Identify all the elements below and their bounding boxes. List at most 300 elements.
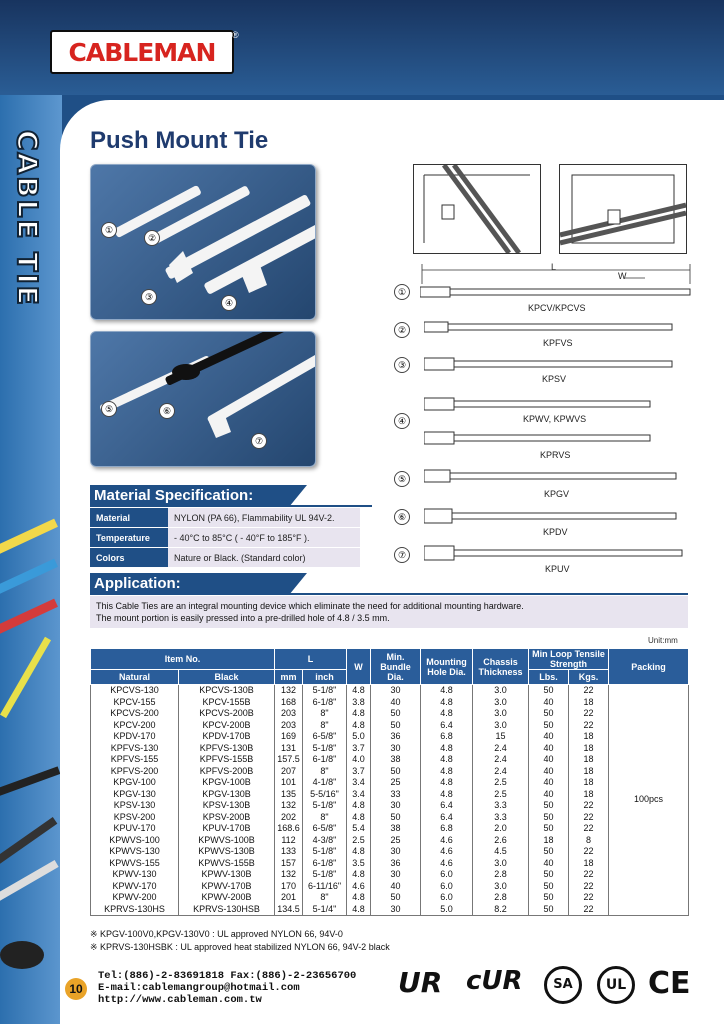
- spec-value: - 40°C to 85°C ( - 40°F to 185°F ).: [168, 528, 360, 548]
- table-cell: 5-1/8": [303, 743, 347, 755]
- table-cell: 22: [569, 720, 609, 732]
- photo-callout-5: ⑤: [101, 401, 117, 417]
- installation-diagram-1: [413, 164, 541, 254]
- brand-name: CABLEMAN: [68, 37, 216, 67]
- table-cell: 169: [275, 731, 303, 743]
- table-cell: 3.4: [347, 789, 371, 801]
- spec-row-material: [90, 508, 360, 528]
- table-cell: 22: [569, 892, 609, 904]
- table-cell: 4.8: [421, 789, 473, 801]
- tie-number-3: ③: [394, 357, 410, 373]
- table-cell: 170: [275, 881, 303, 893]
- table-cell: 157.5: [275, 754, 303, 766]
- spec-key: Material: [90, 508, 168, 528]
- tie-name-6: KPDV: [543, 527, 568, 537]
- product-table-body: [91, 685, 689, 916]
- table-cell: 22: [569, 869, 609, 881]
- table-cell: 6-5/8": [303, 823, 347, 835]
- table-cell: 3.0: [473, 685, 529, 697]
- photo-callout-7: ⑦: [251, 433, 267, 449]
- table-cell: 30: [371, 869, 421, 881]
- table-cell: KPGV-100: [91, 777, 179, 789]
- packing-cell: 100pcs: [609, 685, 689, 916]
- table-cell: 18: [529, 835, 569, 847]
- table-cell: KPUV-170B: [179, 823, 275, 835]
- table-cell: 4.8: [347, 800, 371, 812]
- table-cell: KPCV-155B: [179, 697, 275, 709]
- table-cell: KPSV-200B: [179, 812, 275, 824]
- brand-logo: [50, 30, 234, 74]
- tie-name-5: KPGV: [544, 489, 570, 499]
- table-cell: 38: [371, 754, 421, 766]
- table-cell: 4.6: [421, 846, 473, 858]
- table-cell: 4.8: [347, 685, 371, 697]
- table-cell: 4.6: [347, 881, 371, 893]
- tie-outline-4a: [424, 396, 674, 412]
- table-header-row-1: [91, 649, 689, 670]
- table-cell: 3.0: [473, 858, 529, 870]
- table-cell: KPCV-200B: [179, 720, 275, 732]
- table-cell: 8": [303, 892, 347, 904]
- table-cell: 22: [569, 846, 609, 858]
- table-cell: 134.5: [275, 904, 303, 916]
- tie-name-2: KPFVS: [543, 338, 573, 348]
- product-photo-1: [90, 164, 316, 320]
- tie-number-5: ⑤: [394, 471, 410, 487]
- table-cell: 8": [303, 708, 347, 720]
- table-cell: 50: [529, 812, 569, 824]
- table-cell: 168.6: [275, 823, 303, 835]
- table-cell: 4.8: [347, 846, 371, 858]
- material-spec-heading: Material Specification:: [90, 485, 289, 507]
- ur-mark-icon: UR: [398, 966, 443, 999]
- table-cell: 50: [371, 766, 421, 778]
- table-cell: 30: [371, 846, 421, 858]
- tie-number-7: ⑦: [394, 547, 410, 563]
- tie-outline-6: [424, 508, 679, 524]
- table-cell: 2.8: [473, 869, 529, 881]
- table-cell: KPFVS-200B: [179, 766, 275, 778]
- table-cell: 18: [569, 743, 609, 755]
- contact-tel-fax: Tel:(886)-2-83691818 Fax:(886)-2-23656700: [98, 970, 357, 982]
- table-cell: 50: [371, 720, 421, 732]
- table-cell: 40: [371, 697, 421, 709]
- table-cell: 133: [275, 846, 303, 858]
- table-cell: 3.5: [347, 858, 371, 870]
- table-cell: 50: [529, 685, 569, 697]
- col-item-no: Item No.: [91, 649, 275, 670]
- table-cell: KPWVS-100B: [179, 835, 275, 847]
- table-cell: 40: [529, 697, 569, 709]
- table-cell: 50: [529, 823, 569, 835]
- table-cell: KPWVS-130: [91, 846, 179, 858]
- table-cell: KPUV-170: [91, 823, 179, 835]
- table-cell: 22: [569, 708, 609, 720]
- table-cell: 5-1/8": [303, 846, 347, 858]
- table-cell: 6-1/8": [303, 697, 347, 709]
- spec-key: Colors: [90, 548, 168, 568]
- table-cell: KPWVS-130B: [179, 846, 275, 858]
- table-cell: 5-1/8": [303, 869, 347, 881]
- table-cell: 2.8: [473, 892, 529, 904]
- table-cell: 3.0: [473, 720, 529, 732]
- table-cell: 132: [275, 685, 303, 697]
- table-cell: 131: [275, 743, 303, 755]
- table-cell: 50: [529, 720, 569, 732]
- unit-label: Unit:mm: [648, 636, 678, 645]
- table-cell: 50: [371, 812, 421, 824]
- table-cell: 36: [371, 858, 421, 870]
- table-cell: 40: [529, 754, 569, 766]
- footnote-2: ※ KPRVS-130HSBK : UL approved heat stabilized NYLON 66, 94V-2 black: [90, 942, 390, 952]
- table-row: [91, 881, 689, 893]
- dimension-L-label: L: [551, 262, 557, 272]
- table-cell: 50: [529, 846, 569, 858]
- table-cell: 4.6: [421, 858, 473, 870]
- table-cell: KPRVS-130HSB: [179, 904, 275, 916]
- table-cell: 50: [529, 708, 569, 720]
- table-cell: 4.8: [421, 708, 473, 720]
- table-cell: 202: [275, 812, 303, 824]
- table-cell: KPWVS-100: [91, 835, 179, 847]
- table-cell: 6.8: [421, 823, 473, 835]
- table-cell: 2.5: [347, 835, 371, 847]
- col-packing: Packing: [609, 649, 689, 685]
- application-heading: Application:: [90, 573, 289, 595]
- table-cell: 3.0: [473, 708, 529, 720]
- table-cell: 101: [275, 777, 303, 789]
- table-row: [91, 708, 689, 720]
- table-cell: KPGV-100B: [179, 777, 275, 789]
- table-cell: 22: [569, 800, 609, 812]
- table-cell: KPFVS-130B: [179, 743, 275, 755]
- table-cell: 4.8: [421, 685, 473, 697]
- table-cell: KPDV-170: [91, 731, 179, 743]
- table-cell: 33: [371, 789, 421, 801]
- table-cell: KPFVS-130: [91, 743, 179, 755]
- table-cell: 6.0: [421, 881, 473, 893]
- table-cell: 36: [371, 731, 421, 743]
- tie-name-3: KPSV: [542, 374, 567, 384]
- tie-name-7: KPUV: [545, 564, 570, 574]
- table-cell: 18: [569, 754, 609, 766]
- table-cell: 2.4: [473, 766, 529, 778]
- table-cell: 132: [275, 800, 303, 812]
- tie-name-1: KPCV/KPCVS: [528, 303, 586, 313]
- table-cell: 132: [275, 869, 303, 881]
- contact-info: [98, 970, 356, 1006]
- col-min-bundle: Min. Bundle Dia.: [371, 649, 421, 685]
- table-cell: 5-1/8": [303, 800, 347, 812]
- cable-ties-photo-1: [91, 165, 315, 319]
- table-cell: 4.6: [421, 835, 473, 847]
- photo-callout-1: ①: [101, 222, 117, 238]
- material-spec-divider: [90, 505, 372, 507]
- table-cell: 6.0: [421, 869, 473, 881]
- table-cell: 22: [569, 812, 609, 824]
- table-cell: 4.8: [421, 754, 473, 766]
- photo-callout-4: ④: [221, 295, 237, 311]
- cur-mark-icon: cUR: [466, 966, 523, 996]
- table-cell: 207: [275, 766, 303, 778]
- table-cell: 50: [529, 869, 569, 881]
- table-cell: 5-5/16": [303, 789, 347, 801]
- cable-ties-photo-2: [91, 332, 315, 466]
- table-cell: 6-11/16": [303, 881, 347, 893]
- table-cell: 3.4: [347, 777, 371, 789]
- tie-number-6: ⑥: [394, 509, 410, 525]
- table-cell: 203: [275, 720, 303, 732]
- table-cell: 168: [275, 697, 303, 709]
- table-cell: 18: [569, 731, 609, 743]
- table-cell: 6-5/8": [303, 731, 347, 743]
- tie-outline-5: [424, 468, 679, 484]
- table-cell: KPSV-130B: [179, 800, 275, 812]
- table-cell: 6.4: [421, 812, 473, 824]
- table-cell: 22: [569, 904, 609, 916]
- table-cell: 2.5: [473, 777, 529, 789]
- table-cell: 30: [371, 800, 421, 812]
- table-cell: 8": [303, 720, 347, 732]
- col-chassis: Chassis Thickness: [473, 649, 529, 685]
- table-cell: 203: [275, 708, 303, 720]
- table-cell: 3.8: [347, 697, 371, 709]
- table-cell: 4.5: [473, 846, 529, 858]
- table-row: [91, 800, 689, 812]
- table-cell: 4.8: [347, 708, 371, 720]
- table-cell: 3.0: [473, 697, 529, 709]
- spec-row-colors: [90, 548, 360, 568]
- col-inch: inch: [303, 670, 347, 685]
- table-row: [91, 812, 689, 824]
- table-cell: 6-1/8": [303, 754, 347, 766]
- table-cell: 5.0: [347, 731, 371, 743]
- table-cell: 30: [371, 743, 421, 755]
- table-row: [91, 743, 689, 755]
- photo-callout-2: ②: [144, 230, 160, 246]
- table-row: [91, 823, 689, 835]
- table-cell: 30: [371, 904, 421, 916]
- contact-website[interactable]: http://www.cableman.com.tw: [98, 994, 262, 1006]
- table-cell: 25: [371, 777, 421, 789]
- application-line-2: The mount portion is easily pressed into a pre-drilled hole of 4.8 / 3.5 mm.: [96, 613, 390, 623]
- table-cell: 2.5: [473, 789, 529, 801]
- table-cell: 40: [529, 743, 569, 755]
- table-cell: KPFVS-155B: [179, 754, 275, 766]
- table-cell: KPCVS-130B: [179, 685, 275, 697]
- table-cell: 18: [569, 766, 609, 778]
- table-cell: KPCVS-130: [91, 685, 179, 697]
- dimension-W-label: W: [618, 271, 627, 281]
- table-cell: KPCVS-200B: [179, 708, 275, 720]
- table-cell: 2.4: [473, 743, 529, 755]
- table-cell: 40: [529, 858, 569, 870]
- table-row: [91, 697, 689, 709]
- table-cell: 2.0: [473, 823, 529, 835]
- table-cell: KPCVS-200: [91, 708, 179, 720]
- table-row: [91, 858, 689, 870]
- registered-mark: ®: [232, 30, 239, 40]
- col-mounting-hole: Mounting Hole Dia.: [421, 649, 473, 685]
- table-row: [91, 731, 689, 743]
- table-row: [91, 904, 689, 916]
- col-lbs: Lbs.: [529, 670, 569, 685]
- table-cell: 6.4: [421, 800, 473, 812]
- table-cell: 3.0: [473, 881, 529, 893]
- spec-value: NYLON (PA 66), Flammability UL 94V-2.: [168, 508, 360, 528]
- col-kgs: Kgs.: [569, 670, 609, 685]
- table-cell: 25: [371, 835, 421, 847]
- table-cell: 4.8: [421, 743, 473, 755]
- table-cell: 18: [569, 777, 609, 789]
- table-row: [91, 789, 689, 801]
- table-cell: 4.8: [421, 697, 473, 709]
- spec-value: Nature or Black. (Standard color): [168, 548, 360, 568]
- table-cell: KPRVS-130HS: [91, 904, 179, 916]
- footnotes: [90, 928, 390, 954]
- table-cell: 8.2: [473, 904, 529, 916]
- table-cell: 6.4: [421, 720, 473, 732]
- table-cell: 4.8: [347, 904, 371, 916]
- table-cell: KPCV-155: [91, 697, 179, 709]
- table-cell: 4-1/8": [303, 777, 347, 789]
- col-natural: Natural: [91, 670, 179, 685]
- product-photo-2: [90, 331, 316, 467]
- table-cell: KPDV-170B: [179, 731, 275, 743]
- table-cell: 50: [371, 708, 421, 720]
- tie-number-1: ①: [394, 284, 410, 300]
- table-row: [91, 754, 689, 766]
- table-cell: KPSV-200: [91, 812, 179, 824]
- table-cell: 18: [569, 789, 609, 801]
- table-cell: 112: [275, 835, 303, 847]
- application-line-1: This Cable Ties are an integral mounting device which eliminate the need for additional mounting hardware.: [96, 601, 524, 611]
- table-cell: 5.4: [347, 823, 371, 835]
- table-cell: 40: [529, 766, 569, 778]
- table-cell: 3.3: [473, 800, 529, 812]
- table-cell: 5-1/8": [303, 685, 347, 697]
- page-number: 10: [65, 978, 87, 1000]
- table-cell: KPCV-200: [91, 720, 179, 732]
- table-row: [91, 835, 689, 847]
- table-cell: KPWV-130B: [179, 869, 275, 881]
- table-cell: KPWV-170: [91, 881, 179, 893]
- table-cell: KPWV-130: [91, 869, 179, 881]
- dimension-arrows: [420, 264, 692, 284]
- table-cell: 4.8: [347, 869, 371, 881]
- table-cell: 6.0: [421, 892, 473, 904]
- installation-diagram-2: [559, 164, 687, 254]
- table-row: [91, 720, 689, 732]
- col-mm: mm: [275, 670, 303, 685]
- col-min-loop: Min Loop Tensile Strength: [529, 649, 609, 670]
- table-cell: KPWV-200: [91, 892, 179, 904]
- table-row: [91, 869, 689, 881]
- table-cell: 8": [303, 766, 347, 778]
- table-cell: KPWV-170B: [179, 881, 275, 893]
- table-cell: 40: [529, 777, 569, 789]
- table-cell: 22: [569, 881, 609, 893]
- tie-name-4b: KPRVS: [540, 450, 571, 460]
- tie-number-4: ④: [394, 413, 410, 429]
- table-row: [91, 846, 689, 858]
- table-cell: 3.7: [347, 743, 371, 755]
- table-cell: 201: [275, 892, 303, 904]
- ul-mark-icon: [597, 966, 635, 1004]
- table-cell: 22: [569, 685, 609, 697]
- table-cell: 6-1/8": [303, 858, 347, 870]
- table-row: [91, 685, 689, 697]
- table-cell: 4.8: [347, 812, 371, 824]
- table-row: [91, 777, 689, 789]
- application-divider: [90, 593, 688, 595]
- table-row: [91, 766, 689, 778]
- csa-mark-text: SA: [553, 977, 573, 992]
- table-cell: KPFVS-200: [91, 766, 179, 778]
- table-cell: KPWV-200B: [179, 892, 275, 904]
- table-cell: KPWVS-155B: [179, 858, 275, 870]
- table-cell: 50: [529, 904, 569, 916]
- table-cell: 4.0: [347, 754, 371, 766]
- table-cell: 4.8: [347, 720, 371, 732]
- table-cell: 38: [371, 823, 421, 835]
- table-cell: KPGV-130B: [179, 789, 275, 801]
- page-title: Push Mount Tie: [90, 127, 269, 154]
- table-cell: KPGV-130: [91, 789, 179, 801]
- table-cell: KPFVS-155: [91, 754, 179, 766]
- tie-outline-3: [424, 357, 674, 371]
- tie-outline-2: [424, 320, 674, 334]
- csa-mark-icon: [544, 966, 582, 1004]
- table-cell: 4-3/8": [303, 835, 347, 847]
- col-black: Black: [179, 670, 275, 685]
- table-cell: 30: [371, 685, 421, 697]
- table-cell: 2.6: [473, 835, 529, 847]
- table-cell: 50: [529, 881, 569, 893]
- table-cell: 18: [569, 697, 609, 709]
- tie-outline-1: [420, 285, 692, 299]
- table-cell: 22: [569, 823, 609, 835]
- table-cell: KPSV-130: [91, 800, 179, 812]
- table-cell: 18: [569, 858, 609, 870]
- spec-key: Temperature: [90, 528, 168, 548]
- tie-number-2: ②: [394, 322, 410, 338]
- tie-outline-7: [424, 545, 684, 561]
- table-cell: 157: [275, 858, 303, 870]
- table-cell: 40: [529, 731, 569, 743]
- table-cell: 50: [371, 892, 421, 904]
- table-cell: 2.4: [473, 754, 529, 766]
- table-cell: 4.8: [421, 777, 473, 789]
- table-cell: 8: [569, 835, 609, 847]
- col-L: L: [275, 649, 347, 670]
- table-cell: 15: [473, 731, 529, 743]
- table-cell: 3.3: [473, 812, 529, 824]
- table-cell: 5.0: [421, 904, 473, 916]
- tie-outline-4b: [424, 430, 674, 446]
- photo-callout-3: ③: [141, 289, 157, 305]
- table-cell: 50: [529, 892, 569, 904]
- contact-email[interactable]: E-mail:cablemangroup@hotmail.com: [98, 982, 300, 994]
- table-cell: 40: [529, 789, 569, 801]
- ul-mark-text: UL: [605, 977, 627, 993]
- table-cell: 4.8: [347, 892, 371, 904]
- table-cell: 135: [275, 789, 303, 801]
- table-row: [91, 892, 689, 904]
- table-cell: 50: [529, 800, 569, 812]
- decorative-cable-ties-image: [0, 480, 62, 1020]
- material-spec-table: [90, 508, 360, 568]
